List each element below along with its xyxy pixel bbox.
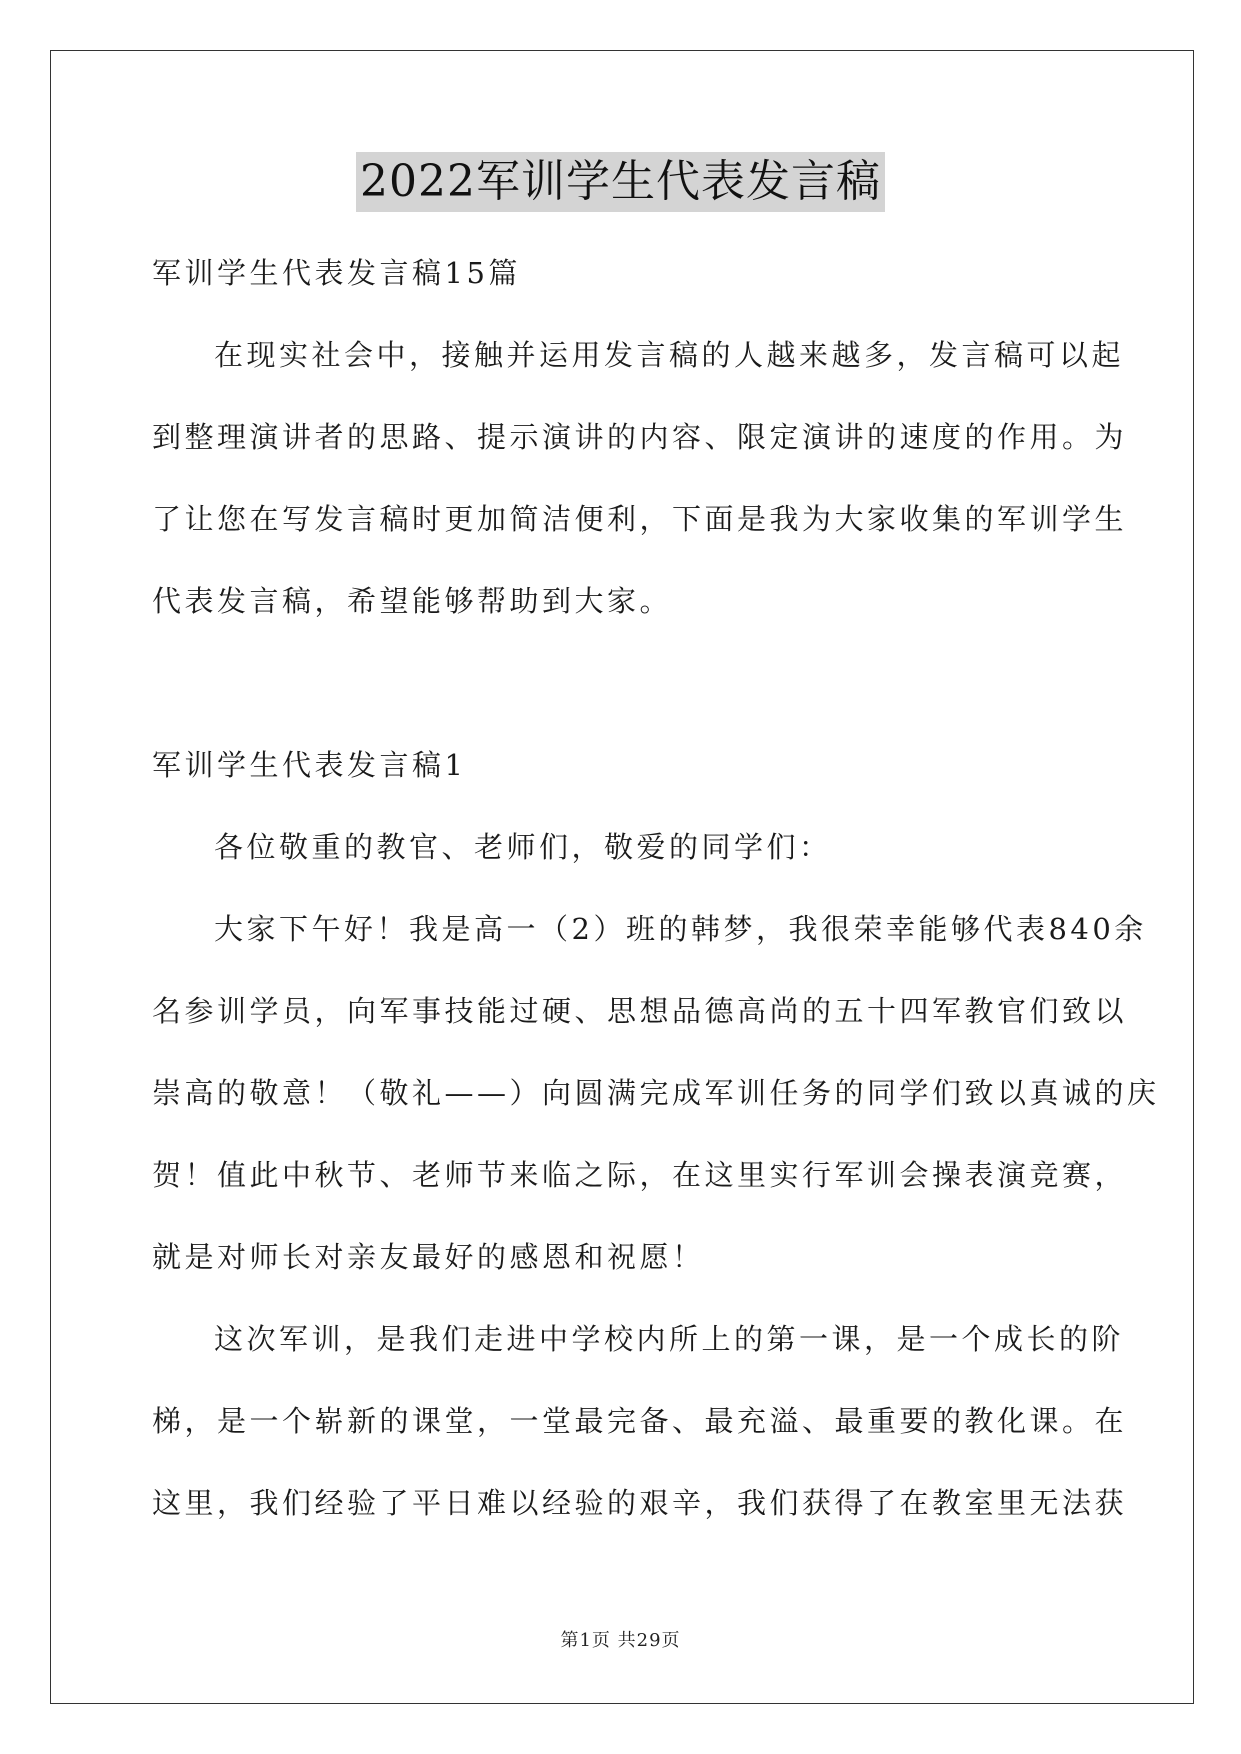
paragraph-line: 这次军训，是我们走进中学校内所上的第一课，是一个成长的阶 <box>214 1322 1125 1356</box>
paragraph-line: 大家下午好！我是高一（2）班的韩梦，我很荣幸能够代表840余 <box>214 912 1147 946</box>
intro-line: 到整理演讲者的思路、提示演讲的内容、限定演讲的速度的作用。为 <box>152 420 1128 454</box>
title-container <box>0 152 1241 212</box>
paragraph-line: 名参训学员，向军事技能过硬、思想品德高尚的五十四军教官们致以 <box>152 994 1128 1028</box>
paragraph-line: 贺！值此中秋节、老师节来临之际，在这里实行军训会操表演竞赛， <box>152 1158 1128 1192</box>
document-title: 2022军训学生代表发言稿 <box>356 152 885 212</box>
document-body <box>152 232 1160 1544</box>
page-number-footer: 第1页 共29页 <box>560 1630 681 1651</box>
intro-line: 代表发言稿，希望能够帮助到大家。 <box>152 584 673 618</box>
paragraph-line: 梯，是一个崭新的课堂，一堂最完备、最充溢、最重要的教化课。在 <box>152 1404 1128 1438</box>
document-subtitle: 军训学生代表发言稿15篇 <box>152 256 521 290</box>
spacer <box>152 642 1095 724</box>
intro-line: 了让您在写发言稿时更加简洁便利，下面是我为大家收集的军训学生 <box>152 502 1128 536</box>
section-heading: 军训学生代表发言稿1 <box>152 748 467 782</box>
greeting-line: 各位敬重的教官、老师们，敬爱的同学们： <box>214 830 832 864</box>
paragraph-line: 这里，我们经验了平日难以经验的艰辛，我们获得了在教室里无法获 <box>152 1486 1128 1520</box>
intro-line: 在现实社会中，接触并运用发言稿的人越来越多，发言稿可以起 <box>214 338 1125 372</box>
paragraph-line: 崇高的敬意！（敬礼——）向圆满完成军训任务的同学们致以真诚的庆 <box>152 1076 1160 1110</box>
paragraph-line: 就是对师长对亲友最好的感恩和祝愿！ <box>152 1240 705 1274</box>
